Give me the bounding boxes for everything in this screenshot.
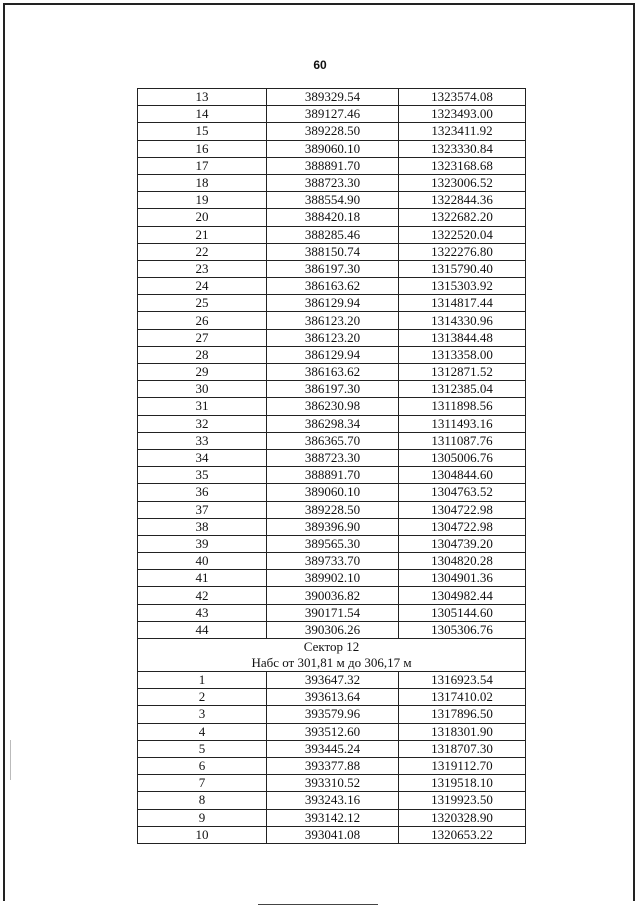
sector-cell	[138, 639, 526, 672]
y-coordinate-cell: 1304820.28	[399, 553, 526, 570]
x-coordinate-cell: 388150.74	[267, 243, 399, 260]
table-row	[138, 775, 526, 792]
point-number-cell: 4	[138, 723, 267, 740]
point-number-cell: 24	[138, 278, 267, 295]
y-coordinate-cell: 1304844.60	[399, 467, 526, 484]
point-number-cell: 2	[138, 689, 267, 706]
x-coordinate-cell: 393041.08	[267, 826, 399, 843]
point-number-cell: 8	[138, 792, 267, 809]
point-number-cell: 16	[138, 140, 267, 157]
point-number-cell: 7	[138, 775, 267, 792]
x-coordinate-cell: 389329.54	[267, 89, 399, 106]
sector-row	[138, 639, 526, 672]
x-coordinate-cell: 388891.70	[267, 157, 399, 174]
x-coordinate-cell: 390171.54	[267, 604, 399, 621]
y-coordinate-cell: 1322520.04	[399, 226, 526, 243]
point-number-cell: 31	[138, 398, 267, 415]
point-number-cell: 27	[138, 329, 267, 346]
sector-header	[138, 639, 526, 672]
x-coordinate-cell: 393512.60	[267, 723, 399, 740]
table-row	[138, 192, 526, 209]
y-coordinate-cell: 1315303.92	[399, 278, 526, 295]
table-row	[138, 792, 526, 809]
x-coordinate-cell: 389127.46	[267, 106, 399, 123]
y-coordinate-cell: 1304722.98	[399, 518, 526, 535]
point-number-cell: 36	[138, 484, 267, 501]
point-number-cell: 38	[138, 518, 267, 535]
y-coordinate-cell: 1323493.00	[399, 106, 526, 123]
y-coordinate-cell: 1312385.04	[399, 381, 526, 398]
x-coordinate-cell: 386129.94	[267, 295, 399, 312]
x-coordinate-cell: 393445.24	[267, 740, 399, 757]
point-number-cell: 19	[138, 192, 267, 209]
point-number-cell: 40	[138, 553, 267, 570]
point-number-cell: 25	[138, 295, 267, 312]
point-number-cell: 9	[138, 809, 267, 826]
table-row	[138, 295, 526, 312]
x-coordinate-cell: 393142.12	[267, 809, 399, 826]
table-row	[138, 157, 526, 174]
point-number-cell: 44	[138, 621, 267, 638]
y-coordinate-cell: 1304739.20	[399, 535, 526, 552]
x-coordinate-cell: 393613.64	[267, 689, 399, 706]
table-row	[138, 398, 526, 415]
x-coordinate-cell: 386123.20	[267, 329, 399, 346]
y-coordinate-cell: 1318301.90	[399, 723, 526, 740]
table-row	[138, 826, 526, 843]
point-number-cell: 17	[138, 157, 267, 174]
y-coordinate-cell: 1323006.52	[399, 174, 526, 191]
point-number-cell: 32	[138, 415, 267, 432]
point-number-cell: 18	[138, 174, 267, 191]
y-coordinate-cell: 1305144.60	[399, 604, 526, 621]
point-number-cell: 14	[138, 106, 267, 123]
table-row	[138, 260, 526, 277]
y-coordinate-cell: 1314330.96	[399, 312, 526, 329]
y-coordinate-cell: 1304982.44	[399, 587, 526, 604]
x-coordinate-cell: 393377.88	[267, 757, 399, 774]
point-number-cell: 34	[138, 449, 267, 466]
table-row	[138, 689, 526, 706]
point-number-cell: 41	[138, 570, 267, 587]
x-coordinate-cell: 388891.70	[267, 467, 399, 484]
y-coordinate-cell: 1312871.52	[399, 364, 526, 381]
y-coordinate-cell: 1313358.00	[399, 346, 526, 363]
x-coordinate-cell: 389228.50	[267, 501, 399, 518]
table-row	[138, 346, 526, 363]
page-number: 60	[313, 58, 327, 72]
y-coordinate-cell: 1313844.48	[399, 329, 526, 346]
x-coordinate-cell: 389396.90	[267, 518, 399, 535]
table-row	[138, 809, 526, 826]
table-row	[138, 518, 526, 535]
table-row	[138, 106, 526, 123]
x-coordinate-cell: 386365.70	[267, 432, 399, 449]
y-coordinate-cell: 1317896.50	[399, 706, 526, 723]
point-number-cell: 35	[138, 467, 267, 484]
point-number-cell: 33	[138, 432, 267, 449]
table-row	[138, 449, 526, 466]
x-coordinate-cell: 386230.98	[267, 398, 399, 415]
y-coordinate-cell: 1305006.76	[399, 449, 526, 466]
table-row	[138, 415, 526, 432]
x-coordinate-cell: 386123.20	[267, 312, 399, 329]
table-row	[138, 329, 526, 346]
table-row	[138, 226, 526, 243]
table-row	[138, 381, 526, 398]
x-coordinate-cell: 389565.30	[267, 535, 399, 552]
table-row	[138, 621, 526, 638]
table-row	[138, 484, 526, 501]
table-body-after	[138, 672, 526, 844]
x-coordinate-cell: 389733.70	[267, 553, 399, 570]
x-coordinate-cell: 389228.50	[267, 123, 399, 140]
table-row	[138, 535, 526, 552]
table-row	[138, 432, 526, 449]
point-number-cell: 26	[138, 312, 267, 329]
table-row	[138, 672, 526, 689]
table-row	[138, 757, 526, 774]
point-number-cell: 23	[138, 260, 267, 277]
y-coordinate-cell: 1323574.08	[399, 89, 526, 106]
x-coordinate-cell: 386298.34	[267, 415, 399, 432]
x-coordinate-cell: 388723.30	[267, 174, 399, 191]
point-number-cell: 28	[138, 346, 267, 363]
point-number-cell: 3	[138, 706, 267, 723]
y-coordinate-cell: 1315790.40	[399, 260, 526, 277]
x-coordinate-cell: 393310.52	[267, 775, 399, 792]
y-coordinate-cell: 1319923.50	[399, 792, 526, 809]
x-coordinate-cell: 393579.96	[267, 706, 399, 723]
sector-title: Сектор 12	[303, 639, 360, 654]
x-coordinate-cell: 390036.82	[267, 587, 399, 604]
point-number-cell: 29	[138, 364, 267, 381]
x-coordinate-cell: 386197.30	[267, 381, 399, 398]
table-row	[138, 467, 526, 484]
table-row	[138, 243, 526, 260]
point-number-cell: 21	[138, 226, 267, 243]
point-number-cell: 37	[138, 501, 267, 518]
y-coordinate-cell: 1314817.44	[399, 295, 526, 312]
y-coordinate-cell: 1322682.20	[399, 209, 526, 226]
y-coordinate-cell: 1318707.30	[399, 740, 526, 757]
table-row	[138, 312, 526, 329]
point-number-cell: 1	[138, 672, 267, 689]
y-coordinate-cell: 1322844.36	[399, 192, 526, 209]
table-row	[138, 706, 526, 723]
point-number-cell: 39	[138, 535, 267, 552]
x-coordinate-cell: 388723.30	[267, 449, 399, 466]
x-coordinate-cell: 390306.26	[267, 621, 399, 638]
y-coordinate-cell: 1323330.84	[399, 140, 526, 157]
table-row	[138, 89, 526, 106]
point-number-cell: 43	[138, 604, 267, 621]
point-number-cell: 15	[138, 123, 267, 140]
x-coordinate-cell: 389902.10	[267, 570, 399, 587]
x-coordinate-cell: 386163.62	[267, 278, 399, 295]
table-row	[138, 278, 526, 295]
point-number-cell: 22	[138, 243, 267, 260]
x-coordinate-cell: 386163.62	[267, 364, 399, 381]
point-number-cell: 5	[138, 740, 267, 757]
x-coordinate-cell: 389060.10	[267, 140, 399, 157]
point-number-cell: 20	[138, 209, 267, 226]
sector-subtitle: Набс от 301,81 м до 306,17 м	[251, 655, 412, 670]
point-number-cell: 10	[138, 826, 267, 843]
y-coordinate-cell: 1323411.92	[399, 123, 526, 140]
y-coordinate-cell: 1319518.10	[399, 775, 526, 792]
table-row	[138, 364, 526, 381]
x-coordinate-cell: 393647.32	[267, 672, 399, 689]
table-row	[138, 604, 526, 621]
table-row	[138, 174, 526, 191]
table-row	[138, 140, 526, 157]
x-coordinate-cell: 393243.16	[267, 792, 399, 809]
table-row	[138, 570, 526, 587]
table-row	[138, 553, 526, 570]
y-coordinate-cell: 1311087.76	[399, 432, 526, 449]
table-row	[138, 587, 526, 604]
table-row	[138, 123, 526, 140]
y-coordinate-cell: 1320653.22	[399, 826, 526, 843]
x-coordinate-cell: 386197.30	[267, 260, 399, 277]
x-coordinate-cell: 388285.46	[267, 226, 399, 243]
y-coordinate-cell: 1316923.54	[399, 672, 526, 689]
y-coordinate-cell: 1311898.56	[399, 398, 526, 415]
point-number-cell: 13	[138, 89, 267, 106]
table-body-before	[138, 89, 526, 639]
x-coordinate-cell: 389060.10	[267, 484, 399, 501]
point-number-cell: 6	[138, 757, 267, 774]
y-coordinate-cell: 1322276.80	[399, 243, 526, 260]
table-row	[138, 209, 526, 226]
y-coordinate-cell: 1311493.16	[399, 415, 526, 432]
x-coordinate-cell: 386129.94	[267, 346, 399, 363]
coordinates-table	[137, 88, 526, 844]
table-row	[138, 723, 526, 740]
y-coordinate-cell: 1304722.98	[399, 501, 526, 518]
y-coordinate-cell: 1304763.52	[399, 484, 526, 501]
point-number-cell: 30	[138, 381, 267, 398]
point-number-cell: 42	[138, 587, 267, 604]
y-coordinate-cell: 1304901.36	[399, 570, 526, 587]
y-coordinate-cell: 1319112.70	[399, 757, 526, 774]
margin-mark	[10, 740, 11, 780]
y-coordinate-cell: 1305306.76	[399, 621, 526, 638]
x-coordinate-cell: 388554.90	[267, 192, 399, 209]
y-coordinate-cell: 1317410.02	[399, 689, 526, 706]
table-row	[138, 740, 526, 757]
y-coordinate-cell: 1323168.68	[399, 157, 526, 174]
table-row	[138, 501, 526, 518]
x-coordinate-cell: 388420.18	[267, 209, 399, 226]
y-coordinate-cell: 1320328.90	[399, 809, 526, 826]
